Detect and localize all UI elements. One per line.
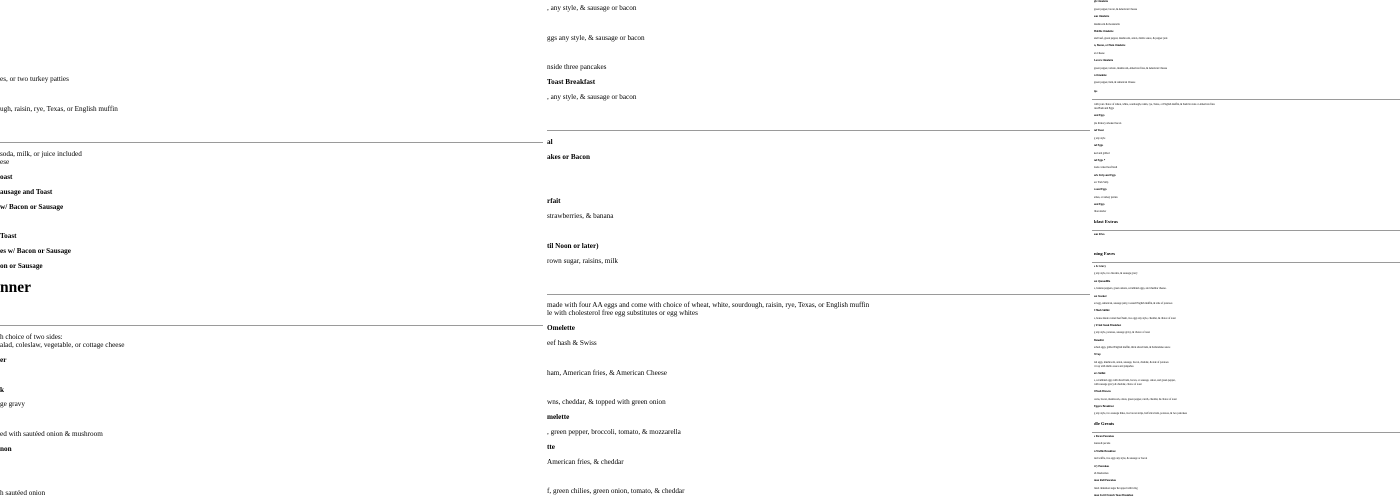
item-title: Lovers Omelette: [1094, 59, 1114, 62]
item-description: ge gravy: [0, 400, 25, 408]
item-description: strawberries, & banana: [547, 212, 614, 220]
item-description: alad, coleslaw, vegetable, or cottage cheese: [0, 341, 125, 349]
item-description: ed egg, American, sausage patty, toasted English muffin, & side of potatoes: [1094, 302, 1173, 305]
item-title: Eggers Breakfast: [1094, 405, 1114, 408]
item-description: ggs any style, & sausage or bacon: [547, 34, 645, 42]
item-description: ugh, raisin, rye, Texas, or English muffin: [0, 105, 118, 113]
item-title: er: [0, 356, 7, 364]
section-divider: [1092, 432, 1400, 433]
item-description: ached eggs, grilled English muffin, thick sliced ham, & hollandaise sauce: [1094, 346, 1171, 349]
section-heading: kfast Extras: [1094, 219, 1118, 224]
item-description: ese: [0, 158, 10, 166]
item-description: with sausage gravy & cheddar, choice of toast: [1094, 383, 1142, 386]
item-description: an Cheese: [1094, 52, 1105, 55]
item-title: Toast: [0, 232, 17, 240]
item-description: ew York Strip: [1094, 181, 1109, 184]
item-description: , any style, & sausage or bacon: [547, 4, 637, 12]
item-title: ast Quesadilla: [1094, 280, 1111, 283]
item-description: green pepper, bacon, & American Cheese: [1094, 8, 1138, 11]
item-description: made with four AA eggs and come with choice of wheat, white, sourdough, raisin, rye, Texas, or English muffin: [547, 301, 870, 309]
item-description: und beef, green pepper, mushroom, onion, diablo sauce, & pepper jack: [1094, 37, 1168, 40]
item-title: nd Eggs: [1094, 144, 1104, 147]
item-title: akes or Bacon: [547, 153, 590, 161]
item-title: ips: [1094, 90, 1098, 93]
item-title: Benedict: [1094, 339, 1105, 342]
item-description: atties, or turkey patties: [1094, 196, 1118, 199]
item-title: ast Stacker: [1094, 295, 1107, 298]
item-title: al: [547, 138, 553, 146]
item-title: mon Roll Pancakes: [1094, 479, 1116, 482]
item-description: soda, milk, or juice included: [0, 150, 82, 158]
item-description: with your choice of wheat, white, sourdough, raisin, rye, Texas, or English muffin, & hash browns or American fries: [1094, 103, 1215, 106]
item-title: Toast Breakfast: [547, 78, 596, 86]
item-title: ean Omelette: [1094, 15, 1110, 18]
item-description: ham, American fries, & American Cheese: [547, 369, 667, 377]
item-description: f, green chilies, green onion, tomato, & cheddar: [547, 487, 685, 495]
item-title: tte: [547, 443, 555, 451]
item-title: rfait: [547, 197, 561, 205]
item-description: ries Hash and Eggs: [1094, 107, 1114, 110]
item-title: ers Skillet: [1094, 372, 1106, 375]
item-title: n and Eggs: [1094, 188, 1107, 191]
item-description: led eggs, mushroom, onion, sausage, bacon, cheddar, & side of potatoes: [1094, 361, 1169, 364]
item-description: s, scrambled eggs with diced ham, bacon, or sausage, onion, and green pepper,: [1094, 379, 1176, 382]
item-title: ork Strip and Eggs: [1094, 174, 1116, 177]
item-title: Hobble Omelette: [1094, 30, 1114, 33]
item-title: f Hash Skillet: [1094, 309, 1110, 312]
item-title: melette: [547, 413, 570, 421]
item-title: s Pecan Pancakes: [1094, 435, 1115, 438]
section-divider: [1092, 99, 1400, 100]
section-divider: [0, 142, 543, 143]
item-description: green pepper, tomato, mushroom, American fries, & American Cheese: [1094, 67, 1168, 70]
item-description: h sautéed onion: [0, 489, 46, 497]
item-description: owns, bacon, mushroom, onion, green pepper, ranch, cheddar, & choice of toast: [1094, 398, 1177, 401]
item-description: es, or two turkey patties: [0, 75, 69, 83]
item-title: mon Swirl French Toast Breakfast: [1094, 494, 1134, 497]
item-description: rown sugar, raisins, milk: [547, 257, 618, 265]
item-title: k: [0, 386, 4, 394]
item-description: green pepper, ham, & American Cheese: [1094, 81, 1136, 84]
item-description: ple hickory smoked bacon: [1094, 122, 1122, 125]
item-description: lized cinnamon sugar & topped with icing: [1094, 487, 1138, 490]
item-description: s, house made corned beef hash, two eggs any style, cheddar, & choice of toast: [1094, 317, 1176, 320]
item-title: n Omelette: [1094, 74, 1107, 77]
item-description: llion sizzler: [1094, 210, 1107, 213]
item-title: w/ Bacon or Sausage: [0, 203, 64, 211]
item-description: ded waffle, two eggs any style, & sausage or bacon: [1094, 457, 1148, 460]
item-title: rry Pancakes: [1094, 465, 1110, 468]
item-description: mushroom & mozzarella: [1094, 23, 1120, 26]
item-title: nd Eggs *: [1094, 159, 1106, 162]
section-divider: [547, 294, 1090, 295]
item-description: , green pepper, broccoli, tomato, & mozzarella: [547, 428, 681, 436]
section-heading: dle Greats: [1094, 421, 1115, 426]
item-title: ean Fries: [1094, 233, 1105, 236]
section-divider: [547, 130, 1090, 131]
item-title: n Waffle Breakfast: [1094, 450, 1116, 453]
item-description: g any style, two sausage links, two bacon strips, half slice ham, potatoes, & two pancakes: [1094, 412, 1187, 415]
item-title: Wrap: [1094, 353, 1101, 356]
item-description: g any style: [1094, 137, 1106, 140]
item-description: American fries, & cheddar: [547, 458, 624, 466]
item-title: ausage and Toast: [0, 188, 53, 196]
section-divider: [0, 325, 543, 326]
item-title: es w/ Bacon or Sausage: [0, 247, 71, 255]
item-description: , any style, & sausage or bacon: [547, 93, 637, 101]
item-description: nade corned beef hash: [1094, 166, 1118, 169]
item-description: g any style, two biscuits, & sausage gravy: [1094, 272, 1138, 275]
item-description: wns, cheddar, & topped with green onion: [547, 398, 666, 406]
item-title: non: [0, 445, 12, 453]
item-title: and Eggs: [1094, 114, 1105, 117]
item-title: til Noon or later): [547, 242, 599, 250]
section-heading: ning Faves: [1094, 251, 1116, 256]
item-title: on or Sausage: [0, 262, 43, 270]
item-description: le with cholesterol free egg substitutes or egg whites: [547, 309, 698, 317]
section-heading: nner: [0, 279, 31, 296]
item-description: ked and grilled: [1094, 152, 1110, 155]
item-title: l Hash Browns: [1094, 390, 1111, 393]
item-title: oast: [0, 173, 13, 181]
item-title: and Eggs: [1094, 203, 1105, 206]
section-divider: [1092, 230, 1400, 231]
item-description: h choice of two sides:: [0, 333, 63, 341]
item-description: nanas & pecans: [1094, 442, 1111, 445]
item-title: gh Omelette: [1094, 0, 1108, 3]
item-description: t it up with diablo sauce and jalapeños: [1094, 365, 1134, 368]
item-title: s & Gravy: [1094, 265, 1106, 268]
item-title: y Fried Steak Breakfast: [1094, 324, 1122, 327]
item-description: s, banana peppers, green onions, scrambled eggs, and cheddar cheese.: [1094, 287, 1167, 290]
item-title: nd Toast: [1094, 129, 1104, 132]
item-description: nside three pancakes: [547, 63, 607, 71]
item-description: g any style, potatoes, sausage gravy, & choice of toast: [1094, 331, 1151, 334]
item-description: sh blueberries: [1094, 472, 1109, 475]
item-description: eef hash & Swiss: [547, 339, 597, 347]
item-title: n, Bacon, or Ham Omelette: [1094, 44, 1126, 47]
item-title: Omelette: [547, 324, 575, 332]
section-divider: [1092, 262, 1400, 263]
item-description: ed with sautéed onion & mushroom: [0, 430, 103, 438]
